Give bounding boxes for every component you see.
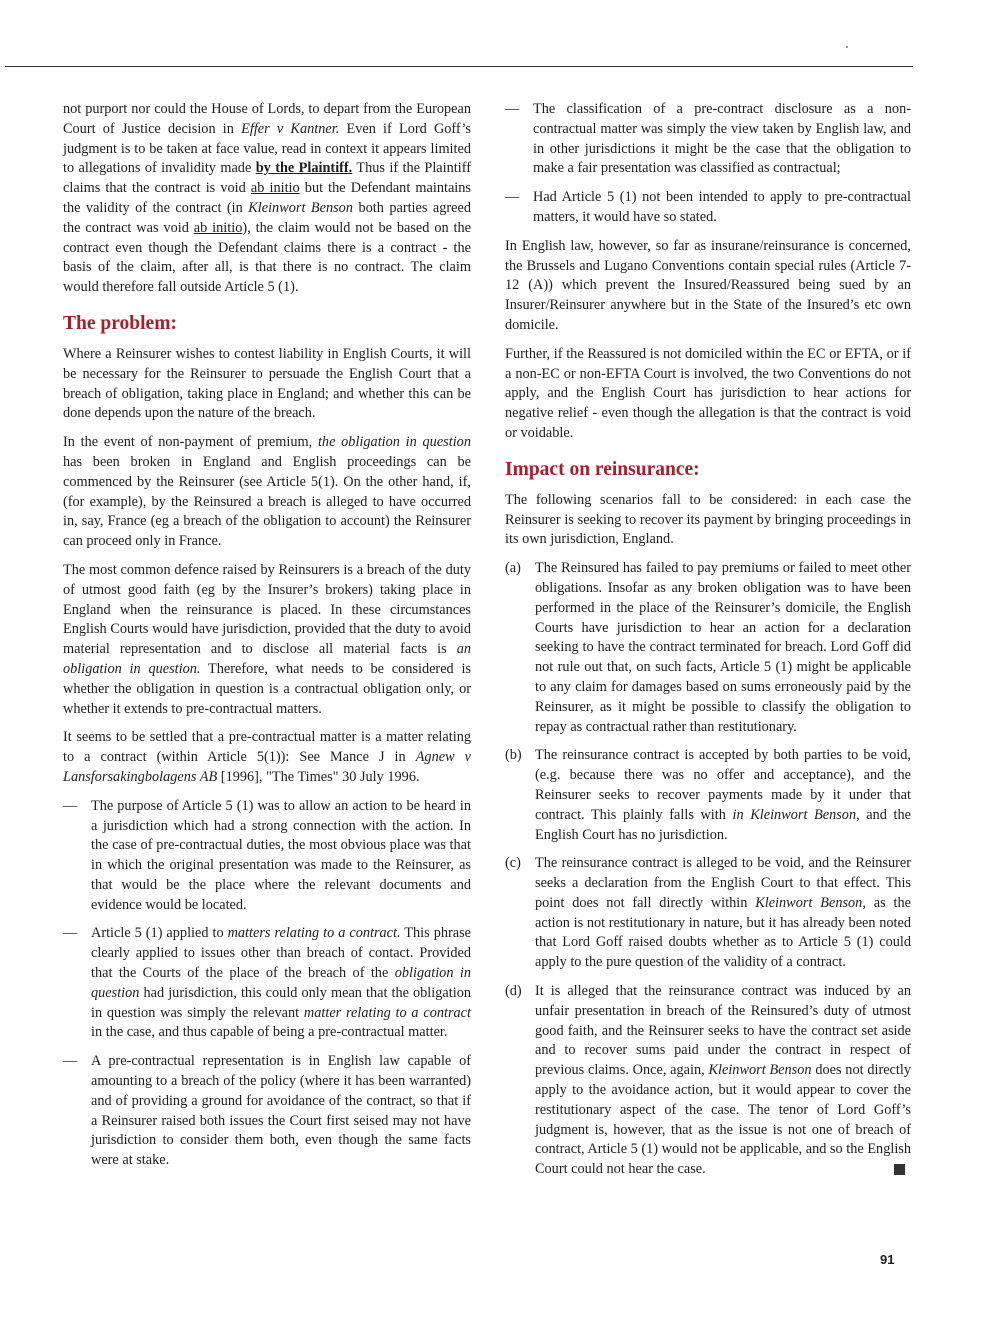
case-name: in Kleinwort Benson, xyxy=(732,806,860,823)
text-run: and the English Court has no jurisdiction. xyxy=(535,806,911,843)
dash-item-text: Had Article 5 (1) not been intended to apply to pre-contractual matters, it would have so stated. xyxy=(533,189,911,225)
text-run: The reinsurance contract is alleged to be void, and the Reinsurer seeks a declaration from the English Court to that effect. This point does not fall directly within xyxy=(535,855,911,911)
text-run: The reinsurance contract is accepted by both parties to be void, (e.g. because there was no offer and acceptance), and the Reinsurer seeks to recover payments made by it under that contract. This plainly falls with xyxy=(535,747,911,823)
case-name: Kleinwort Benson xyxy=(248,199,353,216)
scan-speck xyxy=(846,46,848,48)
emphasis-text: by the Plaintiff. xyxy=(255,160,353,177)
dash-item-text: A pre-contractual representation is in English law capable of amounting to a breach of the policy (where it has been warranted) and of providing a ground for avoidance of the contract, so that if a Reinsurer raised both issues the Court first seised may not have jurisdiction to consider them both, even though the same facts were at stake. xyxy=(91,1053,471,1169)
right-column xyxy=(505,100,911,1189)
latin-term: ab initio xyxy=(250,180,300,197)
dash-marker: — xyxy=(505,101,520,117)
item-text: The Reinsured has failed to pay premiums or failed to meet other obligations. Insofar as any broken obligation was to have been performed in the place of the Reinsurer’s domicile, the English Courts have jurisdiction to hear an action for a declaration seeking to have the contract terminated for breach. Lord Goff did not rule out that, on such facts, Article 5 (1) might be applicable to any claim for damages based on sums erroneously paid by the Reinsurer, as it might be possible to classify the obligation to repay as contractual rather than restitutionary. xyxy=(535,560,911,735)
page-number: 91 xyxy=(880,1252,895,1267)
text-run: in the case, and thus capable of being a pre-contractual matter. xyxy=(91,1024,448,1041)
case-name: Agnew v Lansforsakingbolagens AB xyxy=(63,749,471,785)
item-marker: (d) xyxy=(505,983,522,1000)
text-run: It seems to be settled that a pre-contractual matter is a matter relating to a contract (within Article 5(1)): See Mance J in xyxy=(63,729,471,766)
latin-term: ab initio xyxy=(193,219,243,236)
dash-item xyxy=(505,100,911,179)
text-run: In the event of non-payment of premium, xyxy=(63,434,318,451)
dash-marker: — xyxy=(63,1053,78,1070)
text-run: Even if Lord Goff’s judgment is to be taken at face value, read in context it appears limited to allegations of invalidity made xyxy=(63,120,471,177)
paragraph: Where a Reinsurer wishes to contest liability in English Courts, it will be necessary for the Reinsurer to persuade the English Court that a breach of obligation, taking place in England; and whether this can be done depends upon the nature of the breach. xyxy=(63,345,471,422)
text-run: but the Defendant maintains the validity of the contract (in xyxy=(63,180,471,216)
heading-impact-on-reinsurance: Impact on reinsurance: xyxy=(505,458,700,480)
text-run: ), the claim would not be based on the contract even though the Defendant claims there is a contract - the basis of the claim, after all, is that there is no contract. The claim would therefore fall outside Article 5 (1). xyxy=(63,219,471,296)
case-name: Kleinwort Benson, xyxy=(755,894,866,911)
paragraph-continued xyxy=(63,100,471,298)
text-run: Article 5 (1) applied to xyxy=(91,925,228,942)
paragraph xyxy=(63,433,471,552)
header-rule xyxy=(5,66,913,67)
scenario-item-c xyxy=(505,854,911,973)
dash-item xyxy=(63,924,471,1043)
scenario-item-d xyxy=(505,982,911,1180)
text-run: Thus if the Plaintiff claims that the contract is void xyxy=(63,160,471,197)
end-of-article-mark xyxy=(894,1164,905,1175)
paragraph xyxy=(63,728,471,787)
text-run: as the action is not restitutionary in nature, but it has already been noted that Lord Goff raised doubts whether as to Article 5 (1) could apply to the pure question of the validity of a contract. xyxy=(535,894,911,971)
paragraph: Further, if the Reassured is not domiciled within the EC or EFTA, or if a non-EC or non-EFTA Court is involved, the two Conventions do not apply, and the English Court has jurisdiction to hear actions for negative relief - even though the allegation is that the contract is void or voidable. xyxy=(505,345,911,441)
paragraph xyxy=(63,561,471,719)
text-run: does not directly apply to the avoidance action, but it would appear to cover the restitutionary aspect of the case. The tenor of Lord Goff’s judgment is, however, that as the issue is not one of breach of contract, Article 5 (1) would not be applicable, and so the English Court could not hear the case. xyxy=(535,1062,911,1178)
paragraph: The following scenarios fall to be considered: in each case the Reinsurer is seeking to recover its payment by bringing proceedings in its own jurisdiction, England. xyxy=(505,491,911,548)
italic-phrase: matter relating to a contract xyxy=(303,1004,471,1021)
paragraph: In English law, however, so far as insurane/reinsurance is concerned, the Brussels and Lugano Conventions contain special rules (Article 7-12 (A)) which prevent the Insured/Reassured being sued by an Insurer/Reinsurer anywhere but in the State of the Insured’s etc own domicile. xyxy=(505,237,911,333)
scenario-item-a xyxy=(505,559,911,737)
heading-the-problem: The problem: xyxy=(63,312,177,334)
dash-item-text: The classification of a pre-contract disclosure as a non-contractual matter was simply the view taken by English law, and in other jurisdictions it might be the case that the obligation to make a fair presentation was classified as contractual; xyxy=(533,101,911,177)
italic-phrase: obligation in question xyxy=(91,965,471,1001)
item-marker: (c) xyxy=(505,855,521,872)
italic-phrase: the obligation in question xyxy=(317,434,471,451)
text-run: The most common defence raised by Reinsurers is a breach of the duty of utmost good faith (eg by the Insurer’s brokers) taking place in England when the reinsurance is placed. In these circumstances English Courts would have jurisdiction, provided that the duty to avoid material representation and to disclose all material facts is xyxy=(63,561,471,658)
dash-marker: — xyxy=(63,797,78,814)
dash-item xyxy=(63,797,471,916)
left-column xyxy=(63,100,471,1180)
italic-phrase: matters relating to a contract. xyxy=(227,925,401,942)
dash-item xyxy=(63,1052,471,1171)
case-name: Kleinwort Benson xyxy=(708,1062,812,1079)
text-run: Therefore, what needs to be considered is whether the obligation in question is a contractual obligation only, or whether it extends to pre-contractual matters. xyxy=(63,660,472,717)
case-name: Effer v Kantner. xyxy=(241,120,340,137)
scenario-item-b xyxy=(505,746,911,845)
dash-marker: — xyxy=(63,925,78,942)
text-run: both parties agreed the contract was void xyxy=(63,199,471,236)
item-marker: (a) xyxy=(505,560,521,577)
text-run: This phrase clearly applied to issues other than breach of contact. Provided that the Courts of the place of the breach of the xyxy=(91,925,472,982)
text-run: had jurisdiction, this could only mean that the obligation in question was simply the relevant xyxy=(91,984,471,1021)
text-run: It is alleged that the reinsurance contract was induced by an unfair presentation in breach of the Reinsured’s duty of utmost good faith, and the Reinsurer seeks to have the contract set aside and to recover sums paid under the contract in respect of previous claims. Once, again, xyxy=(535,983,911,1079)
dash-item xyxy=(505,188,911,228)
italic-phrase: an obligation in question. xyxy=(63,641,471,677)
text-run: has been broken in England and English proceedings can be commenced by the Reinsurer (see Article 5(1). On the other hand, if, (for example), by the Reinsured a breach is alleged to have occurred in, say, France (eg a breach of the obligation to account) the Reinsurer can proceed only in France. xyxy=(63,453,471,550)
item-marker: (b) xyxy=(505,747,522,764)
text-run: not purport nor could the House of Lords, to depart from the European Court of Justice decision in xyxy=(63,101,471,137)
dash-item-text: The purpose of Article 5 (1) was to allow an action to be heard in a jurisdiction which had a strong connection with the action. In the case of pre-contractual duties, the most obvious place was that in which the original presentation was made to the Reinsurer, as that would be the place where the relevant documents and evidence would be located. xyxy=(91,797,471,913)
text-run: [1996], "The Times" 30 July 1996. xyxy=(217,768,420,785)
dash-marker: — xyxy=(505,189,520,206)
